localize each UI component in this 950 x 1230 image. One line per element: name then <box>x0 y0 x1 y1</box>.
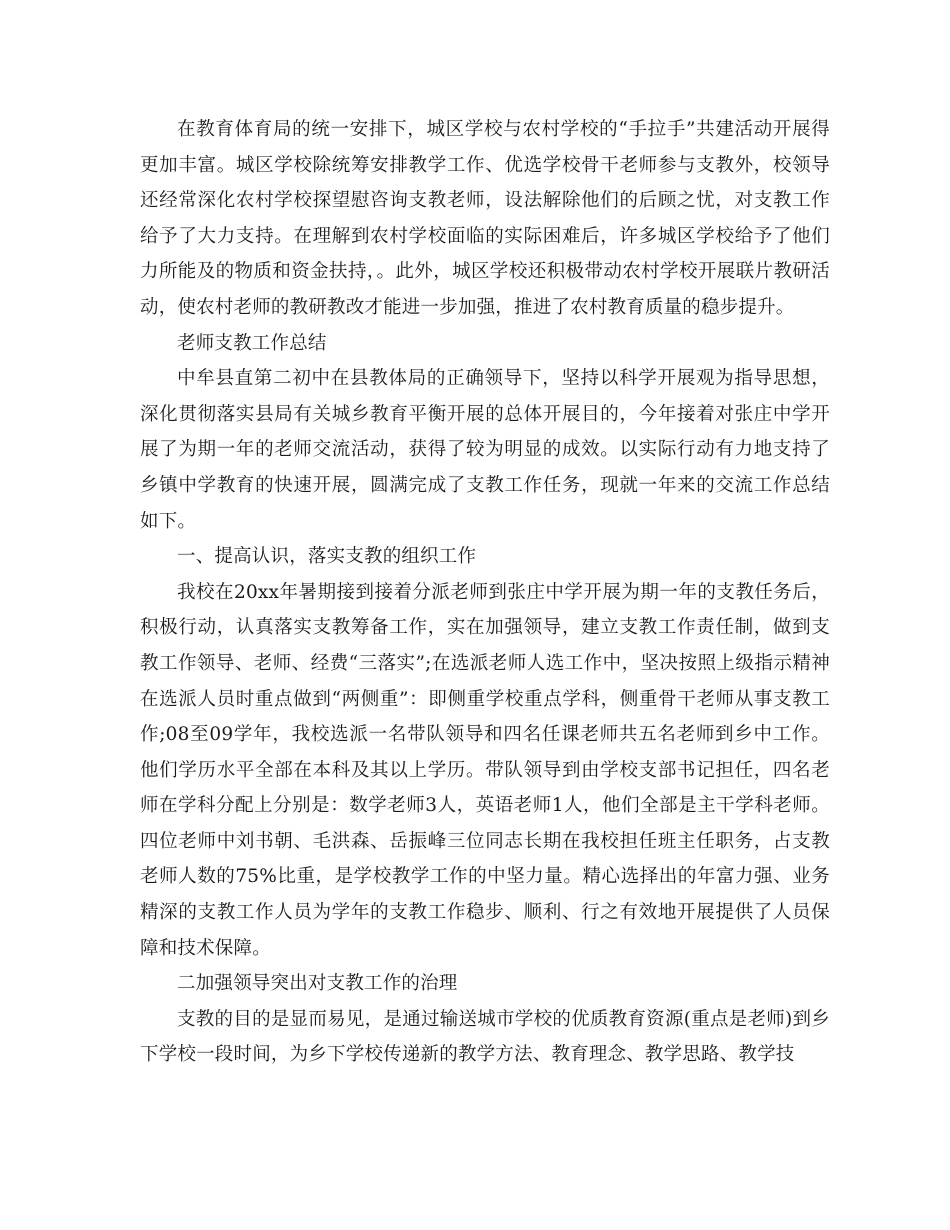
paragraph-teacher-selection: 我校在20xx年暑期接到接着分派老师到张庄中学开展为期一年的支教任务后，积极行动，认真落实支教筹备工作，实在加强领导，建立支教工作责任制，做到支教工作领导、老师、经费“三落实”;在选派老师人选工作中，坚决按照上级指示精神在选派人员时重点做到“两侧重”：即侧重学校重点学科，侧重骨干老师从事支教工作;08至09学年，我校选派一名带队领导和四名任课老师共五名老师到乡中工作。他们学历水平全部在本科及其以上学历。带队领导到由学校支部书记担任，四名老师在学科分配上分别是：数学老师3人，英语老师1人，他们全部是主干学科老师。四位老师中刘书朝、毛洪森、岳振峰三位同志长期在我校担任班主任职务，占支教老师人数的75%比重，是学校教学工作的中坚力量。精心选择出的年富力强、业务精深的支教工作人员为学年的支教工作稳步、顺利、行之有效地开展提供了人员保障和技术保障。 <box>140 581 830 959</box>
section-title-summary: 老师支教工作总结 <box>177 332 327 354</box>
document-body <box>140 112 830 1073</box>
paragraph-cooperation-activities: 在教育体育局的统一安排下，城区学校与农村学校的“手拉手”共建活动开展得更加丰富。城区学校除统筹安排教学工作、优选学校骨干老师参与支教外，校领导还经常深化农村学校探望慰咨询支教老师，设法解除他们的后顾之忧，对支教工作给予了大力支持。在理解到农村学校面临的实际困难后，许多城区学校给予了他们力所能及的物质和资金扶持，。此外，城区学校还积极带动农村学校开展联片教研活动，使农村老师的教研教改才能进一步加强，推进了农村教育质量的稳步提升。 <box>140 119 830 318</box>
paragraph-school-introduction: 中牟县直第二初中在县教体局的正确领导下，坚持以科学开展观为指导思想，深化贯彻落实县局有关城乡教育平衡开展的总体开展目的，今年接着对张庄中学开展了为期一年的老师交流活动，获得了较为明显的成效。以实际行动有力地支持了乡镇中学教育的快速开展，圆满完成了支教工作任务，现就一年来的交流工作总结如下。 <box>140 368 830 532</box>
paragraph-purpose: 支教的目的是显而易见，是通过输送城市学校的优质教育资源(重点是老师)到乡下学校一段时间，为乡下学校传递新的教学方法、教育理念、教学思路、教学技 <box>140 1008 830 1066</box>
section-heading-organization: 一、提高认识，落实支教的组织工作 <box>177 546 477 568</box>
section-heading-management: 二加强领导突出对支教工作的治理 <box>177 973 458 995</box>
